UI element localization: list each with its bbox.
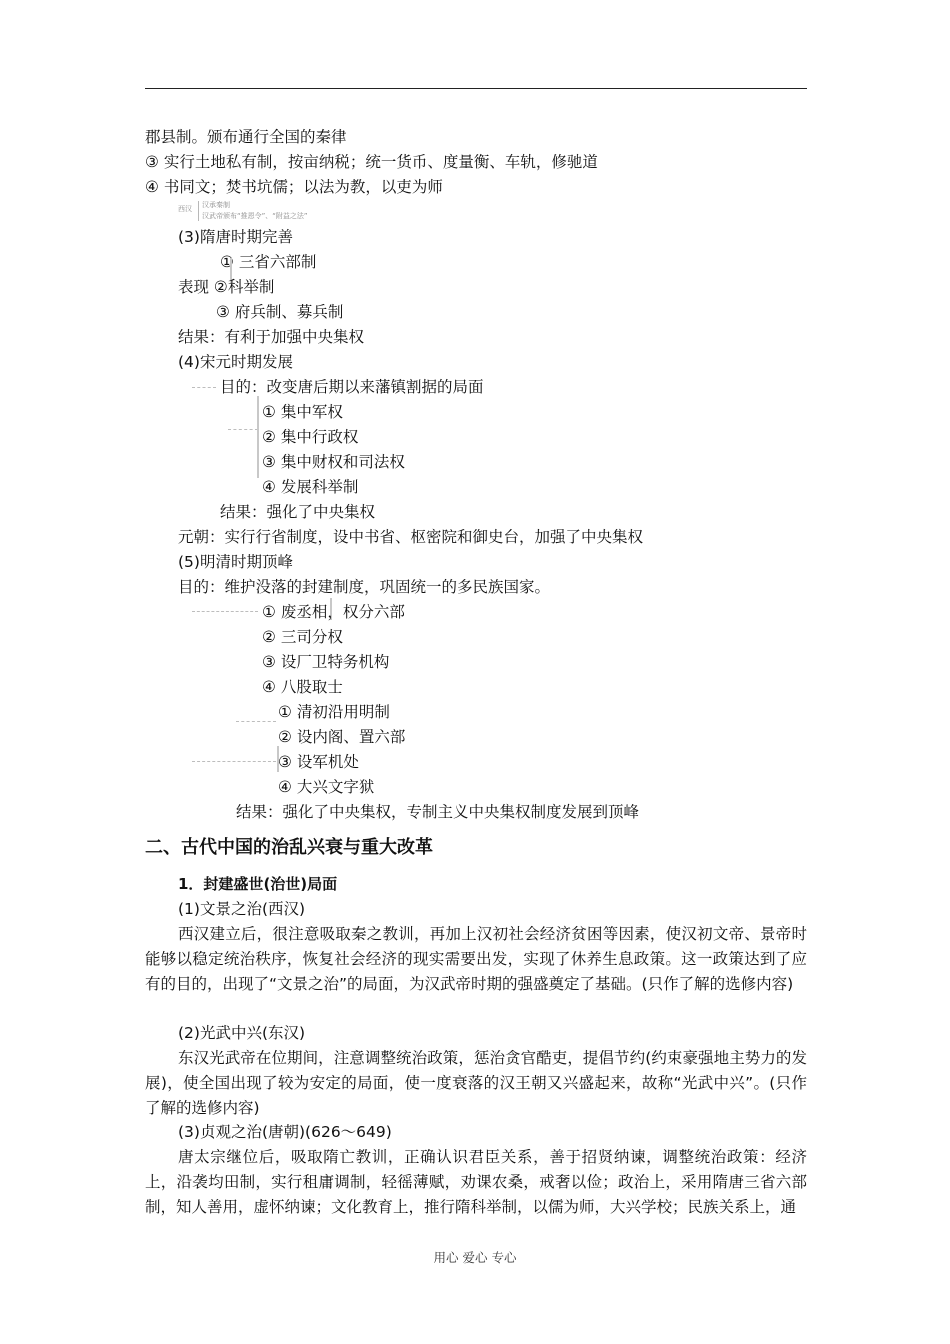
guangwu-heading: (2)光武中兴(东汉) — [178, 1024, 306, 1042]
song-item-3: ③ 集中财权和司法权 — [262, 453, 405, 471]
song-purpose: 目的：改变唐后期以来藩镇割据的局面 — [220, 378, 484, 396]
section-title: 二、古代中国的治乱兴衰与重大改革 — [145, 837, 433, 858]
sui-tang-item-3: ③ 府兵制、募兵制 — [216, 303, 344, 321]
text-line-qin-culture: ④ 书同文；焚书坑儒；以法为教，以吏为师 — [145, 178, 443, 196]
bracket-line — [228, 429, 258, 431]
wenjing-paragraph: 西汉建立后，很注意吸取秦之教训，再加上汉初社会经济贫困等因素，使汉初文帝、景帝时能够以稳定统治秩序，恢复社会经济的现实需要出发，实现了休养生息政策。这一政策达到了应有的目的，出现了“文景之治”的局面，为汉武帝时期的强盛奠定了基础。(只作了解的选修内容) — [145, 925, 807, 993]
qing-item-2: ② 设内阁、置六部 — [278, 728, 406, 746]
ming-item-4: ④ 八股取士 — [262, 678, 343, 696]
song-item-4: ④ 发展科举制 — [262, 478, 359, 496]
ming-qing-result: 结果：强化了中央集权，专制主义中央集权制度发展到顶峰 — [236, 803, 640, 821]
note-divider — [198, 201, 199, 221]
ming-item-2: ② 三司分权 — [262, 628, 343, 646]
text-line-qin-law: 郡县制。颁布通行全国的秦律 — [145, 128, 347, 146]
song-yuan-heading: (4)宋元时期发展 — [178, 353, 293, 371]
qing-item-3: ③ 设军机处 — [278, 753, 359, 771]
subsection-title: 1．封建盛世(治世)局面 — [178, 875, 338, 893]
yuan-line: 元朝：实行行省制度，设中书省、枢密院和御史台，加强了中央集权 — [178, 528, 644, 546]
song-result: 结果：强化了中央集权 — [220, 503, 376, 521]
song-item-2: ② 集中行政权 — [262, 428, 359, 446]
sui-tang-heading: (3)隋唐时期完善 — [178, 228, 293, 246]
sui-tang-result: 结果：有利于加强中央集权 — [178, 328, 365, 346]
wenjing-heading: (1)文景之治(西汉) — [178, 900, 306, 918]
zhenguan-heading: (3)贞观之治(唐朝)(626～649) — [178, 1123, 392, 1141]
text-line-qin-economy: ③ 实行土地私有制，按亩纳税；统一货币、度量衡、车轨，修驰道 — [145, 153, 598, 171]
ming-qing-purpose: 目的：维护没落的封建制度，巩固统一的多民族国家。 — [178, 578, 551, 596]
bracket-line — [192, 761, 276, 763]
note-line-2: 汉武帝颁布“推恩令”、“附益之法” — [202, 212, 308, 220]
ming-item-1: ① 废丞相，权分六部 — [262, 603, 405, 621]
header-rule — [145, 88, 807, 89]
song-measures-brace — [257, 396, 259, 478]
bracket-line — [192, 387, 216, 389]
ming-qing-heading: (5)明清时期顶峰 — [178, 553, 293, 571]
note-label: 西汉 — [178, 205, 192, 213]
bracket-line — [192, 611, 258, 613]
zhenguan-paragraph: 唐太宗继位后，吸取隋亡教训，正确认识君臣关系，善于招贤纳谏，调整统治政策：经济上，沿袭均田制，实行租庸调制，轻徭薄赋，劝课农桑，戒奢以俭；政治上，采用隋唐三省六部制，知人善用，虚怀纳谏；文化教育上，推行隋科举制，以儒为师，大兴学校；民族关系上，通 — [145, 1148, 807, 1216]
qing-item-4: ④ 大兴文字狱 — [278, 778, 375, 796]
note-line-1: 汉承秦制 — [202, 201, 230, 209]
qing-item-1: ① 清初沿用明制 — [278, 703, 390, 721]
page-footer: 用心 爱心 专心 — [433, 1250, 517, 1265]
western-han-note — [175, 200, 355, 226]
song-item-1: ① 集中军权 — [262, 403, 343, 421]
sui-tang-item-1: ① 三省六部制 — [220, 253, 317, 271]
bracket-line — [236, 721, 276, 723]
guangwu-paragraph: 东汉光武帝在位期间，注意调整统治政策，惩治贪官酷吏，提倡节约(约束豪强地主势力的发展)，使全国出现了较为安定的局面，使一度衰落的汉王朝又兴盛起来，故称“光武中兴”。(只作了解的选修内容) — [145, 1049, 807, 1117]
ming-item-3: ③ 设厂卫特务机构 — [262, 653, 390, 671]
sui-tang-item-2: 表现 ②科举制 — [178, 278, 275, 296]
